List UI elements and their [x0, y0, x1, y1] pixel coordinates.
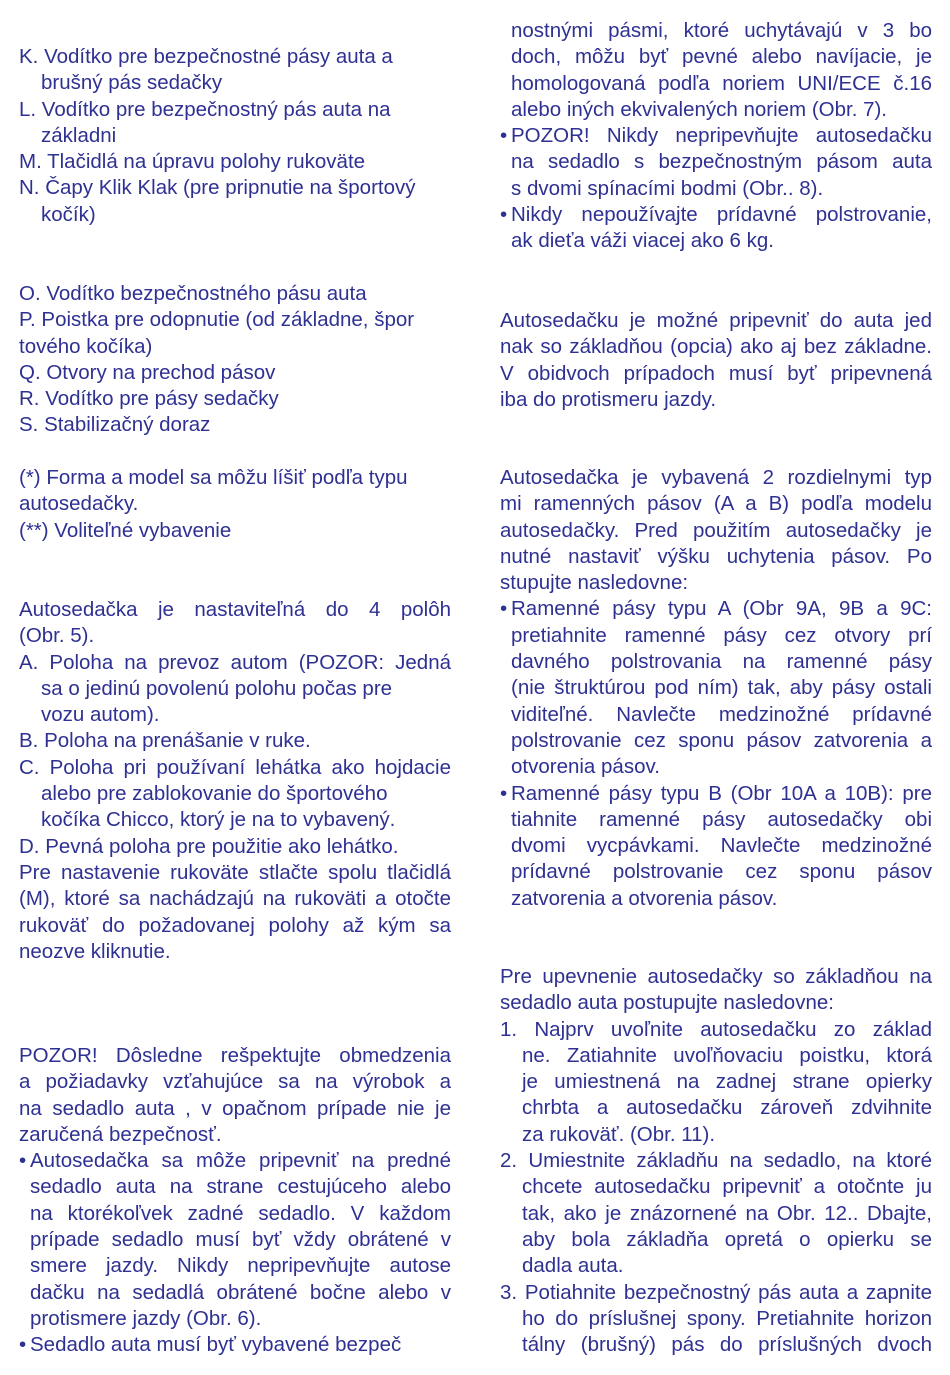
position-item-a [19, 650, 451, 729]
text-line: POZOR! Nikdy nepripevňujte autosedačku [511, 124, 932, 148]
text-line: vozu autom). [41, 703, 160, 727]
bullet-item [19, 1148, 451, 1332]
text-line: viditeľné. Navlečte medzinožné prídavné [511, 702, 932, 726]
parts-list-o-s [19, 281, 451, 439]
bullet-marker: • [500, 203, 508, 227]
bullet-marker: • [500, 781, 508, 805]
part-item-m [19, 149, 451, 175]
text-line: L. Vodítko pre bezpečnostný pás auta na [19, 97, 391, 121]
text-line: autosedačky. [19, 492, 139, 516]
part-item-p: P. Poistka pre odopnutie (od základne, špor [19, 308, 415, 332]
text-line: Autosedačku je možné pripevniť do auta jed [500, 309, 932, 332]
text-line: Sedadlo auta musí byť vybavené bezpeč [30, 1333, 402, 1357]
text-line: dadla auta. [522, 1254, 624, 1278]
text-line: Nikdy nepoužívajte prídavné polstrovanie, [511, 203, 932, 227]
text-line: kočík) [41, 202, 96, 226]
text-line: je umiestnená na zadnej strane opierky [522, 1070, 932, 1094]
part-item-s: S. Stabilizačný doraz [19, 413, 211, 437]
text-line: neozve kliknutie. [19, 939, 171, 963]
text-line: polstrovanie cez sponu pásov zatvorenia a [511, 728, 932, 752]
text-line: A. Poloha na prevoz autom (POZOR: Jedná [19, 650, 451, 674]
bullet-marker: • [500, 124, 508, 148]
text-line: iba do protismeru jazdy. [500, 387, 717, 411]
text-line: Ramenné pásy typu B (Obr 10A a 10B): pre [511, 781, 932, 805]
bullet-marker: • [500, 597, 508, 621]
text-line: (Obr. 5). [19, 624, 95, 648]
text-line: doch, môžu byť pevné alebo navíjacie, je [511, 45, 932, 69]
step-item-3 [500, 1280, 932, 1359]
text-line: Pre upevnenie autosedačky so základňou na [500, 965, 932, 988]
text-line: kočíka Chicco, ktorý je na to vybavený. [41, 808, 396, 832]
text-line: nutné nastaviť výšku uchytenia pásov. Po [500, 544, 932, 568]
text-line: sedadlo auta postupujte nasledovne: [500, 991, 834, 1015]
text-line: zaručená bezpečnosť. [19, 1122, 222, 1146]
text-line: 1. Najprv uvoľnite autosedačku zo základ [500, 1017, 932, 1041]
text-line: tiahnite ramenné pásy autosedačky obi [511, 807, 932, 831]
position-item-c [19, 755, 451, 834]
text-line: V obidvoch prípadoch musí byť pripevnená [500, 361, 932, 385]
bullet-item [500, 596, 932, 780]
text-line: (M), ktoré sa nachádzajú na rukoväti a otočte [19, 887, 451, 911]
bullet-item [500, 202, 932, 255]
part-item-o: O. Vodítko bezpečnostného pásu auta [19, 282, 367, 305]
text-line: alebo pre zablokovanie do športového [41, 782, 388, 806]
bullet-marker: • [19, 1149, 27, 1173]
bullet-item [500, 781, 932, 912]
positions-section [19, 597, 451, 965]
part-item-r: R. Vodítko pre pásy sedačky [19, 387, 279, 411]
position-item-d [19, 834, 451, 860]
part-item-q: Q. Otvory na prechod pásov [19, 360, 276, 384]
text-line: otvorenia pásov. [511, 755, 660, 779]
text-line: a požiadavky vzťahujúce sa na výrobok a [19, 1070, 451, 1094]
text-line: brušný pás sedačky [41, 71, 223, 95]
text-line: (**) Voliteľné vybavenie [19, 518, 232, 542]
text-line: POZOR! Dôsledne rešpektujte obmedzenia [19, 1044, 451, 1067]
text-line: ne. Zatiahnite uvoľňovaciu poistku, ktorá [522, 1043, 932, 1067]
text-line: chcete autosedačku pripevniť a otočnte ju [522, 1175, 932, 1199]
text-line: sa o jedinú povolenú polohu počas pre [41, 676, 393, 700]
warning-section [19, 1043, 451, 1359]
text-line: s dvomi spínacími bodmi (Obr.. 8). [511, 176, 824, 200]
continuation-section [500, 18, 932, 255]
bullet-item [500, 123, 932, 202]
bullet-marker: • [19, 1333, 27, 1357]
text-line: Autosedačka je nastaviteľná do 4 polôh [19, 598, 451, 621]
position-item-b [19, 728, 451, 754]
text-line: stupujte nasledovne: [500, 571, 689, 595]
step-item-1 [500, 1017, 932, 1148]
text-line: za rukoväť. (Obr. 11). [522, 1122, 716, 1146]
belts-section [500, 465, 932, 912]
text-line: K. Vodítko pre bezpečnostné pásy auta a [19, 45, 393, 68]
text-line: (*) Forma a model sa môžu líšiť podľa typu [19, 466, 408, 489]
text-line: ak dieťa váži viacej ako 6 kg. [511, 229, 774, 253]
text-line: tálny (brušný) pás do príslušných dvoch [522, 1333, 932, 1357]
text-line: protismere jazdy (Obr. 6). [30, 1306, 262, 1330]
text-line: na sedadlo auta , v opačnom prípade nie je [19, 1096, 451, 1120]
text-line: dačku na sedadlá obrátené bočne alebo v [30, 1280, 451, 1304]
base-section [500, 964, 932, 1358]
text-line: prípade sedadlo musí byť vždy obrátené v [30, 1228, 451, 1252]
text-line: mi ramenných pásov (A a B) podľa modelu [500, 492, 932, 516]
bullet-item [19, 1332, 451, 1358]
text-line: na sedadlo s bezpečnostným pásom auta [511, 150, 932, 174]
text-line: Autosedačka je vybavená 2 rozdielnymi typ [500, 466, 932, 489]
text-line: smere jazdy. Nikdy nepripevňujte autose [30, 1254, 451, 1278]
text-line: N. Čapy Klik Klak (pre pripnutie na športový [19, 176, 416, 200]
text-line: tak, ako je znázornené na Obr. 12.. Dbajte, [522, 1201, 932, 1225]
text-line: M. Tlačidlá na úpravu polohy rukoväte [19, 150, 366, 174]
text-line: zatvorenia a otvorenia pásov. [511, 886, 778, 910]
text-line: homologovaná podľa noriem UNI/ECE č.16 [511, 71, 932, 95]
text-line: ho do príslušnej spony. Pretiahnite horizon [522, 1306, 932, 1330]
text-line: davného polstrovania na ramenné pásy [511, 650, 932, 674]
text-line: na ktorékoľvek zadné sedadlo. V každom [30, 1201, 451, 1225]
step-item-2 [500, 1148, 932, 1279]
text-line: prídavné polstrovanie cez sponu pásov [511, 860, 932, 884]
text-line: Ramenné pásy typu A (Obr 9A, 9B a 9C: [511, 597, 932, 621]
text-line: 2. Umiestnite základňu na sedadlo, na ktoré [500, 1149, 932, 1173]
part-item-l [19, 97, 451, 150]
text-line: aby bola základňa opretá o opierku se [522, 1227, 932, 1251]
text-line: nostnými pásmi, ktoré uchytávajú v 3 bo [511, 19, 932, 42]
part-item-n [19, 175, 451, 228]
text-line: základni [41, 123, 117, 147]
text-line: pretiahnite ramenné pásy cez otvory prí [511, 623, 932, 647]
text-line: autosedačky. Pred použitím autosedačky je [500, 518, 932, 542]
notes [19, 465, 451, 544]
part-item-p-cont: tového kočíka) [19, 334, 153, 358]
text-line: Pre nastavenie rukoväte stlačte spolu tlačidlá [19, 860, 451, 884]
mounting-section [500, 308, 932, 413]
text-line: alebo iných ekvivalených noriem (Obr. 7). [511, 97, 888, 121]
text-line: B. Poloha na prenášanie v ruke. [19, 729, 311, 753]
text-line: Autosedačka sa môže pripevniť na predné [30, 1149, 451, 1173]
text-line: 3. Potiahnite bezpečnostný pás auta a zapnite [500, 1280, 932, 1304]
part-item-k [19, 44, 451, 97]
text-line: dvomi vycpávkami. Navlečte medzinožné [511, 834, 932, 858]
text-line: sedadlo auta na strane cestujúceho alebo [30, 1175, 451, 1199]
text-line: rukoväť do požadovanej polohy až kým sa [19, 913, 451, 937]
text-line: nak so základňou (opcia) ako aj bez základne. [500, 335, 932, 359]
text-line: (nie štruktúrou pod ním) tak, aby pásy ostali [511, 676, 932, 700]
text-line: C. Poloha pri používaní lehátka ako hojdacie [19, 755, 451, 779]
text-line: D. Pevná poloha pre použitie ako lehátko. [19, 834, 399, 858]
parts-list-k-n [19, 44, 451, 228]
text-line: chrbta a autosedačku zároveň zdvihnite [522, 1096, 932, 1120]
